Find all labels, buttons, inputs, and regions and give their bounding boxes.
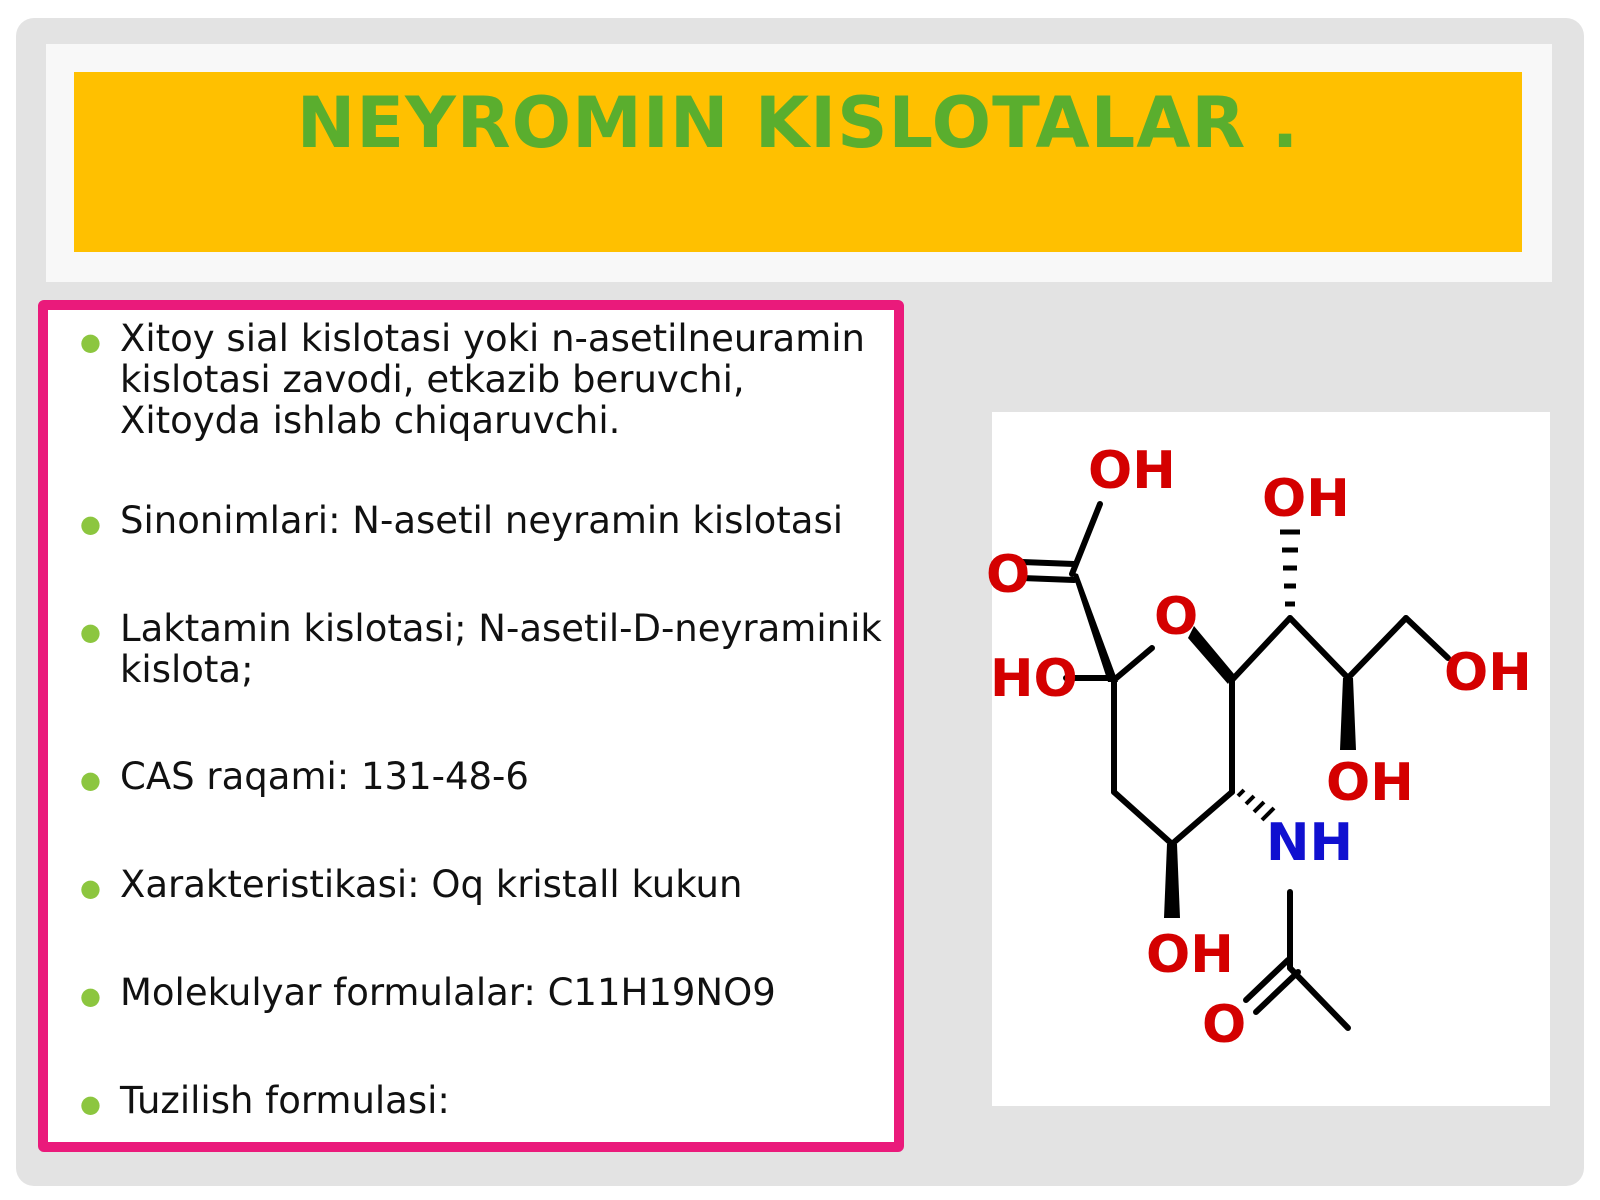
bullet-text: Xarakteristikasi: Oq kristall kukun — [120, 863, 743, 906]
bullet-icon: ● — [80, 1090, 101, 1118]
bullet-item-characteristics — [80, 864, 890, 905]
bullet-icon: ● — [80, 328, 101, 356]
bullet-text: Laktamin kislotasi; N-asetil-D-neyraminik kislota; — [120, 607, 882, 691]
bullet-icon: ● — [80, 510, 101, 538]
oh-label: OH — [1326, 753, 1414, 813]
bullet-text: Xitoy sial kislotasi yoki n-asetilneuramin kislotasi zavodi, etkazib beruvchi, Xitoyda ishlab chiqaruvchi. — [120, 317, 866, 442]
oxygen-label: O — [1202, 995, 1247, 1055]
ho-label: HO — [990, 649, 1078, 709]
oh-label: OH — [1088, 441, 1176, 501]
bullet-text: Tuzilish formulasi: — [120, 1079, 450, 1122]
bullet-item-cas — [80, 756, 890, 797]
hash-bond — [1280, 532, 1300, 604]
bullet-text: Molekulyar formulalar: C11H19NO9 — [120, 971, 776, 1014]
wedge-bond — [1164, 844, 1180, 918]
wedge-bond — [1340, 678, 1356, 750]
bullet-item-formula — [80, 972, 890, 1013]
bullet-icon: ● — [80, 766, 101, 794]
slide-title: NEYROMIN KISLOTALAR . — [296, 82, 1300, 164]
oh-label: OH — [1262, 469, 1350, 529]
ring-oxygen-label: O — [1154, 587, 1199, 647]
bullet-icon: ● — [80, 874, 101, 902]
bullet-text: CAS raqami: 131-48-6 — [120, 755, 529, 798]
bullet-icon: ● — [80, 982, 101, 1010]
bullet-item-synonyms — [80, 500, 890, 541]
structural-formula-image — [986, 412, 1550, 1106]
wedge-bond — [1072, 572, 1118, 682]
oh-label: OH — [1444, 643, 1532, 703]
bullet-item-description — [80, 318, 890, 441]
oh-label: OH — [1146, 925, 1234, 985]
bullet-item-structure — [80, 1080, 890, 1121]
nh-label: NH — [1266, 813, 1354, 873]
bullet-text: Sinonimlari: N-asetil neyramin kislotasi — [120, 499, 844, 542]
bullet-icon: ● — [80, 618, 101, 646]
oxygen-label: O — [986, 545, 1031, 605]
bullet-item-alt-names — [80, 608, 890, 690]
neuraminic-acid-structure — [986, 412, 1550, 1106]
